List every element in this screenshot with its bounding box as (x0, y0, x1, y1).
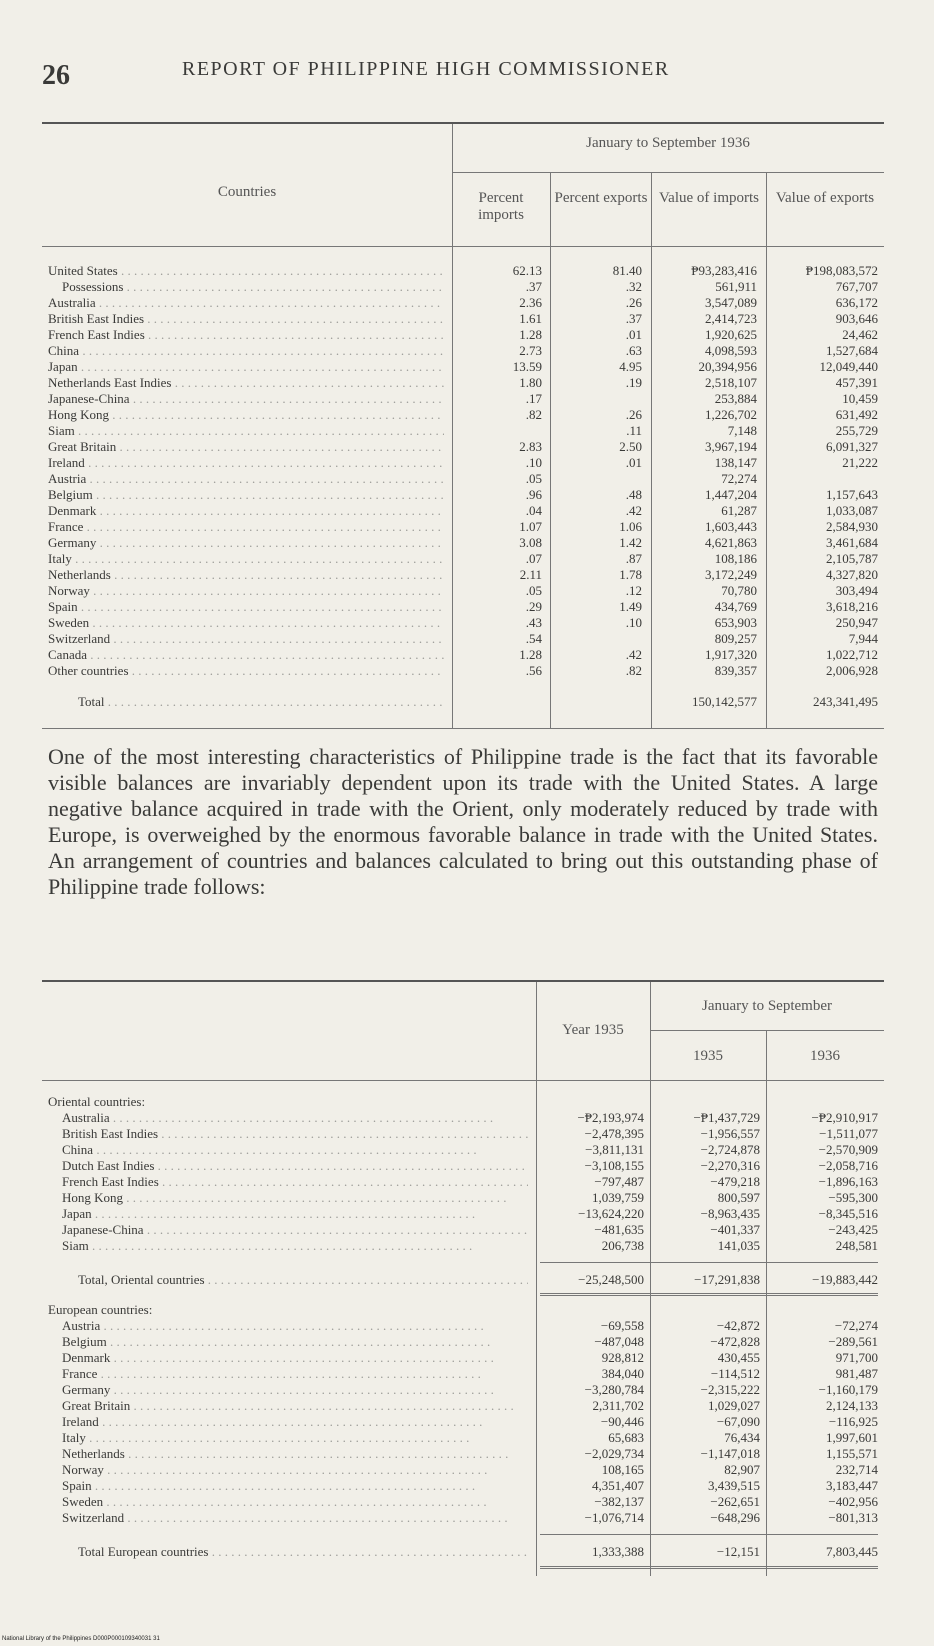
percent-exports-cell: 2.50 (619, 439, 642, 454)
country-name: Ireland . . . (48, 455, 444, 471)
table-top-rule (42, 122, 884, 124)
percent-imports-cell: .29 (525, 599, 542, 614)
balance-year-1935-cell: −1,076,714 (584, 1510, 644, 1525)
european-country-name: Germany . . . (48, 1382, 528, 1398)
table-divider (536, 982, 537, 1576)
balance-jan-sep-1935-cell: −1,956,557 (700, 1126, 760, 1141)
balance-jan-sep-1935-cell: −2,270,316 (700, 1158, 760, 1173)
sub-header-1935: 1935 (693, 1048, 723, 1064)
value-imports-cell: 3,967,194 (705, 439, 757, 454)
country-name: British East Indies . . . (48, 311, 444, 327)
percent-imports-cell: .04 (525, 503, 542, 518)
oriental-heading: Oriental countries: (48, 1094, 146, 1109)
page-number: 26 (42, 60, 70, 91)
oriental-country-name: China . . . (48, 1142, 528, 1158)
balance-jan-sep-1936-cell: −402,956 (828, 1494, 878, 1509)
european-name-column (48, 1318, 528, 1526)
value-imports-cell: 2,414,723 (705, 311, 757, 326)
oriental-country-name: Japan . . . (48, 1206, 528, 1222)
percent-exports-cell: 1.49 (619, 599, 642, 614)
european-jan-sep-1936-column (770, 1318, 878, 1526)
value-imports-cell: 434,769 (714, 599, 757, 614)
value-exports-column (770, 263, 878, 679)
value-imports-cell: 108,186 (714, 551, 757, 566)
country-name: Australia . . . (48, 295, 444, 311)
percent-imports-cell: .82 (525, 407, 542, 422)
oriental-name-column (48, 1110, 528, 1254)
percent-imports-cell: 2.83 (519, 439, 542, 454)
percent-exports-cell: .01 (625, 327, 642, 342)
oriental-country-name: British East Indies . . . (48, 1126, 528, 1142)
balance-year-1935-cell: −3,108,155 (584, 1158, 644, 1173)
balance-jan-sep-1936-cell: −₱2,910,917 (811, 1110, 878, 1125)
percent-imports-cell: 13.59 (512, 359, 542, 374)
value-exports-cell: 10,459 (842, 391, 878, 406)
percent-exports-cell: .01 (625, 455, 642, 470)
balance-jan-sep-1936-cell: 3,183,447 (826, 1478, 878, 1493)
percent-exports-cell: 4.95 (619, 359, 642, 374)
european-country-name: Switzerland . . . (48, 1510, 528, 1526)
value-exports-cell: 1,022,712 (826, 647, 878, 662)
european-total-jan-sep-1935: −12,151 (716, 1544, 760, 1559)
oriental-year-1935-column (540, 1110, 644, 1254)
oriental-jan-sep-1935-column (654, 1110, 760, 1254)
table-divider (550, 172, 551, 728)
value-exports-cell: 1,033,087 (826, 503, 878, 518)
balance-jan-sep-1935-cell: −42,872 (716, 1318, 760, 1333)
table-divider (452, 124, 453, 728)
value-imports-cell: 1,447,204 (705, 487, 757, 502)
percent-exports-cell: .42 (625, 647, 642, 662)
percent-imports-cell: 3.08 (519, 535, 542, 550)
percent-exports-column (554, 263, 642, 679)
balance-jan-sep-1935-cell: −262,651 (710, 1494, 760, 1509)
percent-exports-cell: .32 (625, 279, 642, 294)
percent-exports-cell: .11 (626, 423, 642, 438)
subtotal-rule (540, 1262, 878, 1263)
running-head: REPORT OF PHILIPPINE HIGH COMMISSIONER (182, 58, 670, 80)
year-1935-header: Year 1935 (562, 1022, 624, 1038)
col-header-value-imports: Value of imports (659, 190, 759, 206)
european-country-name: Netherlands . . . (48, 1446, 528, 1462)
oriental-total-jan-sep-1936: −19,883,442 (812, 1272, 878, 1287)
oriental-jan-sep-1936-column (770, 1110, 878, 1254)
balance-year-1935-cell: −2,029,734 (584, 1446, 644, 1461)
european-country-name: Spain . . . (48, 1478, 528, 1494)
value-exports-cell: 631,492 (835, 407, 878, 422)
subtotal-rule (540, 1534, 878, 1535)
percent-imports-cell: .56 (525, 663, 542, 678)
country-name: Sweden . . . (48, 615, 444, 631)
european-total-wrap (540, 1544, 644, 1560)
balance-jan-sep-1935-cell: 82,907 (724, 1462, 760, 1477)
european-heading: European countries: (48, 1302, 153, 1317)
country-name: Belgium . . . (48, 487, 444, 503)
european-year-1935-column (540, 1318, 644, 1526)
balance-jan-sep-1936-cell: −1,511,077 (819, 1126, 878, 1141)
value-exports-cell: 12,049,440 (819, 359, 878, 374)
country-name: Germany . . . (48, 535, 444, 551)
balance-jan-sep-1936-cell: 971,700 (835, 1350, 878, 1365)
country-name: France . . . (48, 519, 444, 535)
table-header-rule (452, 172, 884, 173)
country-name: Denmark . . . (48, 503, 444, 519)
percent-imports-cell: 1.28 (519, 327, 542, 342)
balance-year-1935-cell: −2,478,395 (584, 1126, 644, 1141)
value-exports-cell: 7,944 (848, 631, 878, 646)
country-name-column (48, 263, 444, 679)
value-exports-cell: 2,006,928 (826, 663, 878, 678)
value-exports-cell: 636,172 (835, 295, 878, 310)
european-country-name: Belgium . . . (48, 1334, 528, 1350)
balance-jan-sep-1935-cell: 3,439,515 (708, 1478, 760, 1493)
value-exports-cell (770, 471, 878, 487)
balance-jan-sep-1936-cell: −289,561 (828, 1334, 878, 1349)
value-imports-cell: 1,920,625 (705, 327, 757, 342)
balance-year-1935-cell: −₱2,193,974 (577, 1110, 644, 1125)
percent-imports-cell: 2.36 (519, 295, 542, 310)
european-country-name: Italy . . . (48, 1430, 528, 1446)
european-heading-wrap (48, 1302, 528, 1318)
percent-exports-cell (554, 631, 642, 647)
value-imports-cell: 72,274 (721, 471, 757, 486)
country-name: Switzerland . . . (48, 631, 444, 647)
value-exports-cell: 3,618,216 (826, 599, 878, 614)
value-imports-cell: 2,518,107 (705, 375, 757, 390)
percent-exports-cell: 1.06 (619, 519, 642, 534)
percent-exports-cell: 1.42 (619, 535, 642, 550)
percent-imports-cell: .05 (525, 471, 542, 486)
percent-exports-cell: .26 (625, 295, 642, 310)
value-imports-cell: 70,780 (721, 583, 757, 598)
value-exports-cell: 21,222 (842, 455, 878, 470)
value-imports-cell: 653,903 (714, 615, 757, 630)
table-bottom-rule (42, 728, 884, 729)
european-total-year-1935: 1,333,388 (592, 1544, 644, 1559)
total-double-rule (540, 1293, 878, 1296)
balance-year-1935-cell: −69,558 (600, 1318, 644, 1333)
european-total-label-wrap (48, 1544, 528, 1560)
value-exports-cell: 903,646 (835, 311, 878, 326)
european-total-wrap (654, 1544, 760, 1560)
country-name: Austria . . . (48, 471, 444, 487)
oriental-heading-wrap (48, 1094, 528, 1110)
balance-year-1935-cell: 2,311,702 (592, 1398, 644, 1413)
balance-jan-sep-1935-cell: 430,455 (717, 1350, 760, 1365)
balance-jan-sep-1936-cell: 1,155,571 (826, 1446, 878, 1461)
oriental-country-name: French East Indies . . . (48, 1174, 528, 1190)
oriental-total-wrap (654, 1272, 760, 1288)
balance-jan-sep-1935-cell: −114,512 (710, 1366, 760, 1381)
percent-imports-cell: 2.73 (519, 343, 542, 358)
balance-year-1935-cell: −487,048 (594, 1334, 644, 1349)
value-imports-cell: 253,884 (714, 391, 757, 406)
value-exports-cell: 2,584,930 (826, 519, 878, 534)
country-name: Norway . . . (48, 583, 444, 599)
oriental-country-name: Japanese-China . . . (48, 1222, 528, 1238)
value-imports-cell: 3,172,249 (705, 567, 757, 582)
percent-exports-cell: .37 (625, 311, 642, 326)
col-header-value-exports: Value of exports (775, 190, 875, 206)
oriental-total-label: Total, Oriental countries . . . (48, 1272, 528, 1288)
value-imports-cell: 20,394,956 (698, 359, 757, 374)
percent-imports-cell: .07 (525, 551, 542, 566)
percent-exports-cell (554, 471, 642, 487)
value-imports-cell: 4,098,593 (705, 343, 757, 358)
table-divider (650, 982, 651, 1576)
percent-exports-cell: .87 (625, 551, 642, 566)
percent-imports-cell: 1.28 (519, 647, 542, 662)
total-row-value-exports-wrap (770, 694, 878, 710)
country-name: Other countries . . . (48, 663, 444, 679)
percent-exports-cell: .48 (625, 487, 642, 502)
balance-jan-sep-1936-cell: −1,896,163 (818, 1174, 878, 1189)
percent-imports-cell: .54 (525, 631, 542, 646)
country-name: Hong Kong . . . (48, 407, 444, 423)
balance-jan-sep-1936-cell: 232,714 (835, 1462, 878, 1477)
country-name: Great Britain . . . (48, 439, 444, 455)
european-country-name: Sweden . . . (48, 1494, 528, 1510)
percent-imports-cell (456, 423, 542, 439)
table-header-rule (650, 1030, 884, 1031)
balance-jan-sep-1936-cell: 1,997,601 (826, 1430, 878, 1445)
balance-jan-sep-1936-cell: 981,487 (835, 1366, 878, 1381)
total-row-label-wrap (48, 694, 444, 710)
oriental-total-year-1935: −25,248,500 (578, 1272, 644, 1287)
value-imports-cell: 1,917,320 (705, 647, 757, 662)
balance-year-1935-cell: −481,635 (594, 1222, 644, 1237)
balance-jan-sep-1935-cell: −479,218 (710, 1174, 760, 1189)
percent-imports-cell: .05 (525, 583, 542, 598)
balance-year-1935-cell: −3,811,131 (585, 1142, 644, 1157)
balance-year-1935-cell: −797,487 (594, 1174, 644, 1189)
balance-jan-sep-1935-cell: −472,828 (710, 1334, 760, 1349)
balance-jan-sep-1935-cell: −1,147,018 (700, 1446, 760, 1461)
table-top-rule (42, 980, 884, 982)
percent-exports-cell: .82 (625, 663, 642, 678)
balance-year-1935-cell: 1,039,759 (592, 1190, 644, 1205)
balance-jan-sep-1935-cell: −67,090 (716, 1414, 760, 1429)
balance-jan-sep-1936-cell: −2,570,909 (818, 1142, 878, 1157)
balance-jan-sep-1935-cell: 76,434 (724, 1430, 760, 1445)
value-imports-cell: 809,257 (714, 631, 757, 646)
country-name: China . . . (48, 343, 444, 359)
table-divider (651, 172, 652, 728)
value-imports-cell: 4,621,863 (705, 535, 757, 550)
balance-jan-sep-1935-cell: −2,724,878 (700, 1142, 760, 1157)
percent-imports-cell: .10 (525, 455, 542, 470)
balance-jan-sep-1936-cell: −2,058,716 (818, 1158, 878, 1173)
european-jan-sep-1935-column (654, 1318, 760, 1526)
percent-imports-column (456, 263, 542, 679)
jan-sep-header: January to September (702, 998, 832, 1014)
percent-exports-cell: 81.40 (612, 263, 642, 278)
value-exports-cell: 255,729 (835, 423, 878, 438)
balance-year-1935-cell: −3,280,784 (584, 1382, 644, 1397)
value-exports-cell: 24,462 (842, 327, 878, 342)
european-country-name: Denmark . . . (48, 1350, 528, 1366)
country-name: Canada . . . (48, 647, 444, 663)
oriental-country-name: Hong Kong . . . (48, 1190, 528, 1206)
percent-imports-cell: .96 (525, 487, 542, 502)
balance-jan-sep-1936-cell: 248,581 (835, 1238, 878, 1253)
percent-exports-cell: .42 (625, 503, 642, 518)
oriental-total-jan-sep-1935: −17,291,838 (694, 1272, 760, 1287)
percent-imports-cell: 1.80 (519, 375, 542, 390)
balance-year-1935-cell: 4,351,407 (592, 1478, 644, 1493)
total-row-label: Total . . . (48, 694, 444, 710)
percent-imports-cell: 1.61 (519, 311, 542, 326)
balance-year-1935-cell: −382,137 (594, 1494, 644, 1509)
country-name: Netherlands . . . (48, 567, 444, 583)
value-exports-cell: 303,494 (835, 583, 878, 598)
balance-year-1935-cell: 206,738 (601, 1238, 644, 1253)
balance-year-1935-cell: 928,812 (601, 1350, 644, 1365)
body-paragraph: One of the most interesting characteristics of Philippine trade is the fact that its favorable visible balances are invariably dependent upon its trade with the United States. A large negative balance acquired in trade with the Orient, only moderately reduced by trade with Europe, is overweighed by the enormous favorable balance in trade with the United States. An arrangement of countries and balances calculated to bring out this outstanding phase of Philippine trade follows: (48, 744, 878, 899)
percent-exports-cell: .12 (625, 583, 642, 598)
table-header-bottom-rule (42, 1080, 884, 1081)
balance-jan-sep-1936-cell: −72,274 (834, 1318, 878, 1333)
percent-exports-cell: .10 (625, 615, 642, 630)
european-country-name: Austria . . . (48, 1318, 528, 1334)
balance-year-1935-cell: −13,624,220 (578, 1206, 644, 1221)
country-name: Spain . . . (48, 599, 444, 615)
value-exports-cell: 4,327,820 (826, 567, 878, 582)
percent-imports-cell: .43 (525, 615, 542, 630)
balance-jan-sep-1936-cell: −801,313 (828, 1510, 878, 1525)
balance-jan-sep-1935-cell: 800,597 (717, 1190, 760, 1205)
oriental-country-name: Australia . . . (48, 1110, 528, 1126)
value-exports-cell: 1,527,684 (826, 343, 878, 358)
value-imports-cell: 7,148 (727, 423, 757, 438)
oriental-total-wrap (770, 1272, 878, 1288)
european-country-name: Great Britain . . . (48, 1398, 528, 1414)
country-name: United States . . . (48, 263, 444, 279)
balance-jan-sep-1936-cell: −595,300 (828, 1190, 878, 1205)
balance-jan-sep-1935-cell: −₱1,437,729 (693, 1110, 760, 1125)
scan-footer: National Library of the Philippines D000P000109340031 31 (2, 1636, 160, 1642)
country-name: Netherlands East Indies . . . (48, 375, 444, 391)
balance-year-1935-cell: 65,683 (608, 1430, 644, 1445)
percent-imports-cell: 62.13 (512, 263, 542, 278)
balance-jan-sep-1936-cell: −8,345,516 (818, 1206, 878, 1221)
balance-year-1935-cell: 108,165 (601, 1462, 644, 1477)
percent-imports-cell: 2.11 (519, 567, 542, 582)
table-header-bottom-rule (42, 246, 884, 247)
percent-exports-cell (554, 391, 642, 407)
col-header-percent-imports: Percent imports (478, 190, 524, 223)
value-imports-cell: 61,287 (721, 503, 757, 518)
balance-jan-sep-1935-cell: 1,029,027 (708, 1398, 760, 1413)
value-imports-cell: ₱93,283,416 (691, 263, 757, 278)
value-imports-column (655, 263, 757, 679)
countries-header: Countries (217, 184, 277, 200)
value-imports-cell: 3,547,089 (705, 295, 757, 310)
european-country-name: Ireland . . . (48, 1414, 528, 1430)
col-header-percent-exports: Percent exports (554, 190, 648, 206)
balance-jan-sep-1935-cell: −648,296 (710, 1510, 760, 1525)
country-name: French East Indies . . . (48, 327, 444, 343)
value-imports-cell: 1,603,443 (705, 519, 757, 534)
oriental-total-label-wrap (48, 1272, 528, 1288)
value-exports-cell: 457,391 (835, 375, 878, 390)
value-exports-cell: 1,157,643 (826, 487, 878, 502)
percent-imports-cell: .37 (525, 279, 542, 294)
value-imports-cell: 138,147 (714, 455, 757, 470)
value-exports-cell: ₱198,083,572 (805, 263, 878, 278)
value-exports-cell: 3,461,684 (826, 535, 878, 550)
european-total-jan-sep-1936: 7,803,445 (826, 1544, 878, 1559)
balance-year-1935-cell: −90,446 (600, 1414, 644, 1429)
balance-year-1935-cell: 384,040 (601, 1366, 644, 1381)
table-divider (766, 1030, 767, 1576)
european-country-name: France . . . (48, 1366, 528, 1382)
balance-jan-sep-1936-cell: −1,160,179 (818, 1382, 878, 1397)
percent-imports-cell: .17 (525, 391, 542, 406)
oriental-total-wrap (540, 1272, 644, 1288)
balance-jan-sep-1935-cell: −2,315,222 (700, 1382, 760, 1397)
country-name: Siam . . . (48, 423, 444, 439)
european-total-wrap (770, 1544, 878, 1560)
country-name: Italy . . . (48, 551, 444, 567)
table-divider (766, 172, 767, 728)
value-exports-cell: 6,091,327 (826, 439, 878, 454)
total-value-imports: 150,142,577 (692, 694, 757, 709)
value-imports-cell: 839,357 (714, 663, 757, 678)
balance-jan-sep-1935-cell: −401,337 (710, 1222, 760, 1237)
balance-jan-sep-1935-cell: −8,963,435 (700, 1206, 760, 1221)
country-name: Japan . . . (48, 359, 444, 375)
balance-jan-sep-1936-cell: −243,425 (828, 1222, 878, 1237)
total-double-rule (540, 1566, 878, 1569)
european-country-name: Norway . . . (48, 1462, 528, 1478)
total-value-exports: 243,341,495 (813, 694, 878, 709)
oriental-country-name: Dutch East Indies . . . (48, 1158, 528, 1174)
value-imports-cell: 1,226,702 (705, 407, 757, 422)
value-exports-cell: 2,105,787 (826, 551, 878, 566)
period-header: January to September 1936 (586, 135, 750, 151)
sub-header-1936: 1936 (810, 1048, 840, 1064)
oriental-country-name: Siam . . . (48, 1238, 528, 1254)
percent-imports-cell: 1.07 (519, 519, 542, 534)
european-total-label: Total European countries . . . (48, 1544, 528, 1560)
value-imports-cell: 561,911 (715, 279, 757, 294)
percent-exports-cell: .63 (625, 343, 642, 358)
percent-exports-cell: 1.78 (619, 567, 642, 582)
country-name: Possessions . . . (48, 279, 444, 295)
balance-jan-sep-1936-cell: 2,124,133 (826, 1398, 878, 1413)
percent-exports-cell: .19 (625, 375, 642, 390)
total-row-value-imports-wrap (655, 694, 757, 710)
balance-jan-sep-1936-cell: −116,925 (828, 1414, 878, 1429)
country-name: Japanese-China . . . (48, 391, 444, 407)
balance-jan-sep-1935-cell: 141,035 (717, 1238, 760, 1253)
value-exports-cell: 250,947 (835, 615, 878, 630)
percent-exports-cell: .26 (625, 407, 642, 422)
value-exports-cell: 767,707 (835, 279, 878, 294)
